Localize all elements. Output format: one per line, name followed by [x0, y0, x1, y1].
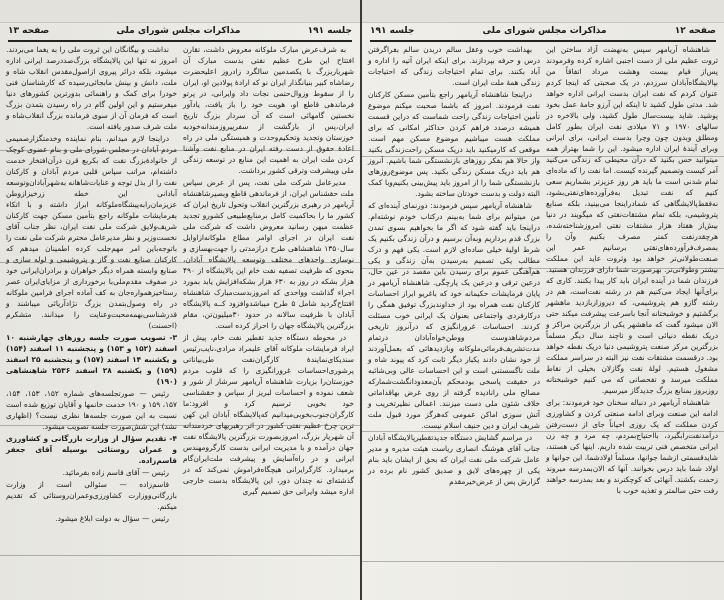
- scan-top-margin: [362, 0, 724, 23]
- paragraph: دراینجا لازم میدانم، بنام نماینده وخدمتگزارصمیمی مردم آبادان در مجلس شورای ملی و بنام عضوی کوچک از خانوادهٔ‌بزرگ نفت که بکربع قرن درآن‌افتخار خدمت داشته‌ام، مراتب سپاس قلبی مردم آبادان و کارکنان نفت را از بذل توجه و عنایات‌شاهانه به‌شهرآبادان‌وتوسعه آبادانی این خطه زرخیزازوطن عزیزمان‌رابه‌پیشگاه‌ملوکانه ابراز داشته و با اتکاء بفرمایشات ملوکانه راجع بتأمین مسکن جهت کارکنان شریف‌ولایق شرکت ملی نفت ایران، نظر جناب آقای نخست‌وزیر و نظر مدیرعامل محترم شرکت ملی نفت را باتوجه‌باین امر مهم‌جلب کرده اطمینان میدهم که کارکنان صنایع نفت و گاز و پتروشیمی و لوله سازی و صنایع وابسته همراه دیگر خواهران و برادران‌ایرانی خود در صفوف مقدم‌ملی‌با برخورداری از مزایای‌ایران عصر رستاخیز‌همواره‌جان به کف آماده اجرای فرامین ملوکانه در راه وصول‌بتمدن بزرگ نژادآریائی میباشند و قدرشناسی‌بهمه‌محبت‌وعنایت را میدانند. متشکرم (احسنت): [6, 134, 177, 330]
- right-column: [183, 44, 354, 525]
- running-header: [8, 24, 352, 42]
- paragraph: در محوطه دستگاه جدید تقطیر نفت خام، پیش از ایراد فرمایشات ملوکانه آقای علیمراد مرادی،نایب‌رئیس سندیکای‌نمایندهٔ کارگران‌نفت طی‌بیاناتی پرشوری‌احساسات غرورانگیزی را که قلوب مردم خوزستان‌را بزیارت شاهنشاه آریامهر سرشار از شور و شعف نموده و احساسات لبریز از سپاس و حقشناسی خود بخوبی ترسیم کرد و افزود:ما کارگران‌جنوب‌بخوبی‌میدانیم که‌پالایشگاه آبادان این کهن ترین چرخ عظیم نفتی کشور در اثر رهبریهای خردمندانه آن شهریار بزرگ، امروزبصورت بزرگترین پالایشگاه نفت جهان درآمده و با مدیریت ایرانی بدست کارگرومهندس ایرانی و در راه‌آسایش و پیشرفت ملت‌ایران‌گام برمیدارد. کارگرایرانی هیچگاه‌فراموش نمی‌کند که در گذشته‌ای نه چندان دور، این پالایشگاه بدست خارجی اداره میشد وایرانی حق تصمیم گیری: [183, 333, 354, 496]
- paragraph: دراینجا شاهنشاه آریامهر راجع بتأمین مسکن کارکنان نفت فرمودند. امروز که باشما صحبت میکنم موضوع تأمین احتیاجات زندگی راحت شماست که دراین قسمت همیشه درصدد فراهم کردن حداکثر امکانی که برای مملکت هست میباشیم موضوع مسکن مهم است. موقعی که کارمیکنید باید دریک مسکن راحت‌زندگی بکنید واز حالا هم بفکر روزهای بازنشستگی شما باشیم. آنروز هم باید دریک مسکن زندگی بکنید. پس موضوع‌روزهای بازنشستگی شما را از امروز باید پیش‌بینی بکنیم‌وبا کمک البته دولت و بدست خودتان ساخته بشود.: [368, 90, 540, 198]
- paragraph: شاهنشاه آریامهر سپس به‌نهضت آزاد ساختن این ثروت عظیم ملی از دست اجنبی اشاره کرده وفرمودند پس‌از قیام بیست وهشت مرداد اتفاقاً من بپالایشگاه‌آبادان سرزدم، در یک صحبتی که اینجا کردم عنوان کردم که نفت ایران بدست ایرانی اداره خواهد شد. مدتی طول کشید تا اینکه این آرزو جامهٔ عمل بخود پوشید. شاید بیست‌سال طول کشید، ولی بالاخره در سالهای ۱۹۷۰ و ۷۱ میلادی نفت ایران بطور کامل ومطلق وبدون چون وچرا بدست ایرانی، برای ایرانی وبرای آیندهٔ ایران اداره میشود. این را شما بهتراز همه میتوانید حس بکنید که درآن محیطی که زندگی می‌کنید آمر کیست وتصمیم گیرنده کیست. اما نفت را که ماده‌ای تمام شدنی است ما باید هر روز عزیزتر بشماریم سعی کنیم که نفت تبدیل به‌فرآورده‌های‌نفتی‌بشود، نه‌فقط‌پالایشگاهی که شمادراینجا می‌بینید، بلکه صنایع پتروشیمی، بلکه تمام مشتقات‌نفتی که میگویند در دنیا بیش‌از هفتاد هزار مشتقات نفتی امروزشناخته‌شده، هرچقدرنفت کمتر مصرف بکنیم وآن را بمصرف‌فرآورده‌های‌نفتی برسانیم عمر این صنعت‌طولانی‌تر خواهد بود وثروت عاید این مملکت بیشتر وطولانی‌تر. بهرصورت شما دارای فرزندان هستید. فرزندان شما در آینده ایران باید کار پیدا بکنند. کاری که برای‌آنها ایجاد می‌کنیم هم در رشته نفت‌است، هم در رشته گازو هم پتروشیمی، که دیروزازبازدید ماهشهر برگشتیم و خوشبختانه آنجا باسرعت پیشرفت میکند حتی الان میشود گفت که ماهشهر یکی از بزرگترین مراکز و دریک نقطه دنیائی است و تاچند سال دیگر مسلماً بزرگترین مرکز صنعت پتروشیمی دنیا دریک نقطه خواهد بود. درقسمت مشتقات نفت نیز البته در سراسر مملکت مشغول هستیم. لولهٔ نفت وگازلان بخیلی از نقاط مملکت میرسد و تفحصاتی که می کنیم خوشبختانه روزبروز بمنابع بزرگ جدیدگاز میرسیم.: [546, 45, 718, 395]
- scan-artifact-line: [362, 156, 724, 157]
- right-page: [362, 0, 724, 600]
- left-column: [6, 44, 177, 525]
- paragraph: شاهنشاه آریامهر سپس فرمودند: دورنمای آینده‌ای که من میتوانم برای شما به‌بینم درکتاب خودم نوشته‌ام. دراینجا باید گفته شود که اگر ما بخواهیم بسوی تمدن بزرگ قدم برداریم وبه‌آن برسیم و درآن زندگی بکنیم یک شرط اولیهٔ خیلی ساده‌ای لازم است. یکی فهم و درک مطالب یکی تصمیم به‌رسیدن به‌آن زندگی و یکی هم‌آهنگی عموم برای رسیدن باین مقصد در عین حال، درعین ترقی و درعین یک پارچگی. شاهنشاه آریامهر در پایان فرمایشات حکیمانه خود که باغریو ابراز احساسات کارکنان نفت همراه بود از خداوندبزرگ توفیق همگی را درکارفردی واجتماعی بعنوان یک ایرانی خوب مسئلت کردند. احساسات غرورانگیزی که درآنروز تاریخی مردم‌شاهدوست ووطن‌خواه‌آبادان درتمام مدت‌تشریف‌فرمائی‌ملوکانه وبازدیدهائی که بعمل‌آوردند از خود نشان دادند یکبار دیگر ثابت کرد که پیوند شاه و ملت ناگسستنی است و این احساسات عالی وبی‌شائبه در حقیقت پاسخی بودمحکم بآن‌معدودانگشت‌شمارکه مصالح ملی رانادیده گرفته از روی غرض بهاقداماتی خلاف شئون ملی دست میزنند. اعمالی نظیرتخریب و آتش سوزی اماکن عمومی که‌هرگز مورد قبول ملت شریف ایران و دین حنیف اسلام نیست.: [368, 201, 540, 430]
- paragraph: شاهنشاه آریامهر در دنباله سخنان خود فرمودند: برای ادامه این صنعت وبرای ادامه صنعتی کردن و کشاورزی کردن مملکت که یک روزی احیاناً جای از دست‌رفتن درآمدنفت‌رابگیرد، بااحتیاج‌بمردم، چه مرد و چه زن ایرانی متخصص فنی تربیت شده داریم. اینها کی هستند، شایدقسمتی ازشما جوانها، مسلماً اولادشما، این جوانها و اولاد شما باید درس بخوانند. آنها که الان‌بمدرسه میروند زحمت بکشند. آنهائی که کوچکترند و بعد بمدرسه خواهند رفت حتی سالمتر و تغذیه خوب با: [546, 398, 718, 495]
- section-heading: ۴- تقدیم سؤال از وزارت بازرگانی و کشاورزی و عمران روستائی بوسیله آقای جعفر قاسم‌زاده.: [6, 434, 177, 465]
- session-number: جلسه ۱۹۱: [307, 26, 352, 36]
- scan-artifact-line: [0, 262, 360, 263]
- scan-artifact-line: [362, 431, 724, 432]
- paragraph: در مراسم گشایش دستگاه جدیدتقطیرپالایشگاه آبادان جناب آقای هوشنگ انصاری ریاست هیئت مدیره و مدیر عامل شرکت ملی نفت ایران که بحق از ایشان باید بنام یکی از چهره‌های لایق و صدیق کشور نام برده در گزارش پس از عرض‌خیرمقدم: [368, 433, 540, 486]
- paragraph: مدیرعامل شرکت ملی نفت، پس از عرض سپاس ملت حقشناس ایران، از فرماندهی قاطع وبصیرشاهنشاه آریامهر در رهبری بزرگترین انقلاب وتحول تاریخ ایران که کشور ما را بحاکمیت کامل برمنابع‌طبیعی کشورو تجدید عظمت میهن رسانید معروض داشت که شرکت ملی نفت ایران در اجرای اوامر مطاع ملوکانه‌ازاوایل سال۱۳۵۰ شاهنشاهی طرح درازمدتی را جهت‌بهسازی و نوسازی واحدهای مختلف وتوسعه پالایشگاه آبادان، بنحوی که ظرفیت تصفیه نفت خام این پالایشگاه از ۴۹۰ هزار بشکه در روز به ۶۳۰ هزار بشکه‌افزایش یابد بمورد اجراء گذاشت وواحدی که امروزبدست‌مبارک شاهنشاه افتتاح‌گردید شامل ۵ طرح میباشدوافزود کــه پالایشگاه آبادان با ظرفیت سالانه در حدود ۳۰میلیون‌تن، مقام بزرگترین پالایشگاه جهان را احراز کرده است.: [183, 178, 355, 330]
- section-heading: ۳- تصویب صورت جلسه روزهای چهارشنبه ۱۰ اسفند (۱۵۲ و ۱۵۳) و پنجشنبه ۱۱ اسفند (۱۵۴) و یکشنبه ۱۴ اسفند (۱۵۷) و پنجشنبه ۲۵ اسفند (۱۵۹) و یکشنبه ۲۸ اسفند ۲۵۳۶ شاهنشاهی (۱۹۰): [6, 333, 177, 386]
- scan-artifact-line: [0, 555, 360, 556]
- left-column: [368, 44, 540, 497]
- scan-artifact-line: [0, 150, 360, 151]
- journal-title: مذاکرات مجلس شورای ملی: [482, 26, 607, 36]
- session-number: جلسه ۱۹۱: [370, 26, 415, 36]
- text-columns: [368, 44, 718, 497]
- paragraph: قاسم‌زاده — سئوالی است از وزارت بازرگانی‌ووزارت کشاورزی‌وعمران‌روستائی که تقدیم میکنم.: [6, 480, 177, 511]
- paragraph: رئیس — سؤال به دولت ابلاغ میشود.: [55, 514, 169, 523]
- page-number: صفحه ۱۲: [674, 26, 716, 36]
- scan-artifact-line: [362, 561, 724, 562]
- right-column: [546, 44, 718, 497]
- paragraph: نداشت و بیگانگان این ثروت ملی را به یغما می‌بردند. امروز نه تنها این پالایشگاه بزرگ‌صددرصد ایرانی اداره میشود، بلکه دراثر پیروی ازاصول‌مقدس انقلاب شاه و ملت، دانش و بینش مابجائی‌رسیده که کارشناسان فنی خودرا برای کمک و راهنمائی بدورترین کشورهای دنیا میفرستیم و این اولین گام در راه رسیدن بتمدن بزرگ است که فرمان آن از سوی فرمانده بزرگ انقلاب‌شاه و ملت شرف صدور یافته است.: [6, 45, 177, 131]
- journal-title: مذاکرات مجلس شورای ملی: [116, 26, 241, 36]
- paragraph: رئیس — آقای قاسم زاده بفرمائید.: [62, 468, 169, 477]
- paragraph: رئیس — صورتجلسه‌های شماره ۱۵۲، ۱۵۳، ۱۵۴، ۱۵۷، ۱۵۹ و ۱۹۰ خدمت خانمها و آقایان توزیع شده است نسبت به این صورت جلسه‌ها نظری نیست؟ (اظهاری نشد) این شش‌صورت جلسه تصویب میشود.: [6, 389, 177, 431]
- text-columns: [6, 44, 354, 525]
- running-header: [370, 24, 716, 42]
- scan-artifact-line: [362, 268, 724, 269]
- paragraph: بهداشت خوب وعقل سالم دربدن سالم بفراگرفتن درس و حرفه بپردازند. برای اینکه ایران آتیه را اداره و آباد بکنند. برای تمام احتیاجات زندگی که احتیاجات زندگی همهٔ ملت ایران است.: [368, 45, 540, 87]
- scan-artifact-line: [0, 425, 360, 426]
- scan-top-margin: [0, 0, 360, 23]
- paragraph: به شرف‌عرض مبارک ملوکانه معروض داشت، تقارن افتتاح این طرح عظیم نفتی بدست مبارک آن شهریاربزرگ با یکصدمین سالگرد زادروز اعلیحضرت رضاشاه کبیر بنیانگذار ایران نو که ارادهٔ پولادین او، ایران را از سقوط وزوال‌حتمی نجات داد وایرانی، در پرتو فرماندهی قاطع او، هویت خود را باز یافت، یادآور نخستین گامهائی است که آن سردار بزرگ تاریخ ایران،پس از بازگشت از سفرپیروزمندانه‌خودبه خوزستان وتجدید وتحکیم‌وحدت و همبستگی ملی در راه اعادهٔ حقوق از دست رفته ایران در منابع نفت وآشنا کردن ملت ایران به اهمیت این منابع در توسعه زندگی ملی وپیشرفت وترقی کشور برداشت.: [183, 45, 354, 175]
- page-number: صفحه ۱۳: [8, 26, 50, 36]
